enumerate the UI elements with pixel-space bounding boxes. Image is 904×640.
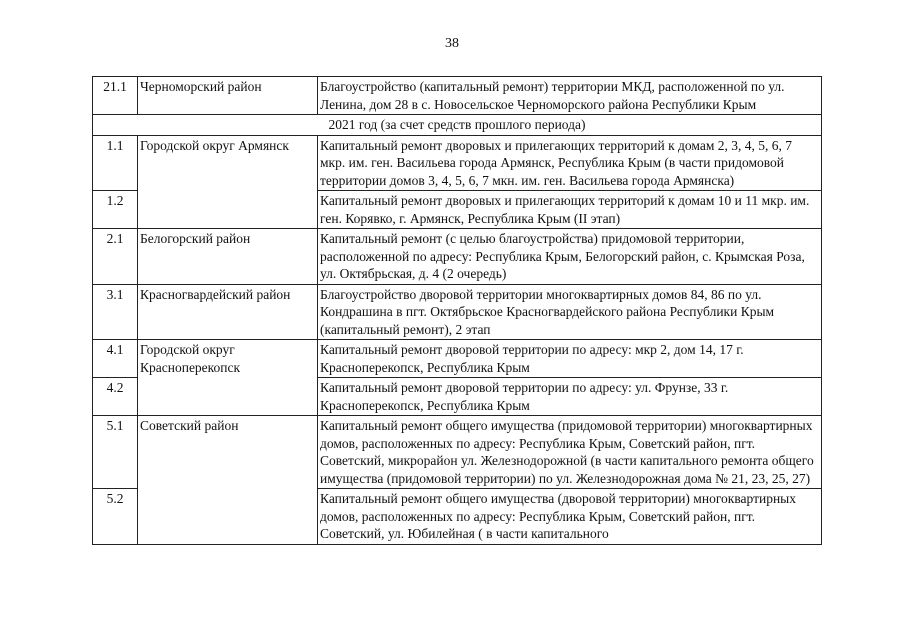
table-row: [93, 77, 822, 115]
description-cell: Благоустройство (капитальный ремонт) территории МКД, расположенной по ул. Ленина, дом 28 в с. Новосельское Черноморского района Республики Крым: [318, 77, 822, 115]
row-number: 3.1: [93, 284, 138, 340]
row-number: 5.1: [93, 416, 138, 489]
table-row: [93, 340, 822, 378]
district-cell: Белогорский район: [138, 229, 318, 285]
year-header-row: [93, 115, 822, 136]
district-cell: Городской округ Красноперекопск: [138, 340, 318, 416]
row-number: 4.1: [93, 340, 138, 378]
description-cell: Капитальный ремонт (с целью благоустройства) придомовой территории, расположенной по адресу: Республика Крым, Белогорский район, с. Крымская Роза, ул. Октябрьская, д. 4 (2 очередь): [318, 229, 822, 285]
table-row: [93, 229, 822, 285]
row-number: 2.1: [93, 229, 138, 285]
row-number: 21.1: [93, 77, 138, 115]
description-cell: Благоустройство дворовой территории многоквартирных домов 84, 86 по ул. Кондрашина в пгт. Октябрьское Красногвардейского района Республики Крым (капитальный ремонт), 2 этап: [318, 284, 822, 340]
row-number: 1.1: [93, 135, 138, 191]
page-number: 38: [445, 36, 459, 51]
district-cell: Красногвардейский район: [138, 284, 318, 340]
projects-table: [92, 76, 822, 545]
table-row: [93, 135, 822, 191]
row-number: 1.2: [93, 191, 138, 229]
description-cell: Капитальный ремонт дворовых и прилегающих территорий к домам 2, 3, 4, 5, 6, 7 мкр. им. ген. Васильева города Армянск, Республика Крым (в части придомовой территории домов 3, 4, 5, 6, 7 мкн. им. ген. Васильева города Армянска): [318, 135, 822, 191]
row-number: 5.2: [93, 489, 138, 545]
description-cell: Капитальный ремонт дворовых и прилегающих территорий к домам 10 и 11 мкр. им. ген. Корявко, г. Армянск, Республика Крым (II этап): [318, 191, 822, 229]
description-cell: Капитальный ремонт общего имущества (придомовой территории) многоквартирных домов, расположенных по адресу: Республика Крым, Советский район, пгт. Советский, микрорайон ул. Железнодорожной (в части капитального ремонта общего имущества (придомовой территории) по ул. Железнодорожная дома № 21, 23, 25, 27): [318, 416, 822, 489]
row-number: 4.2: [93, 378, 138, 416]
district-cell: Черноморский район: [138, 77, 318, 115]
description-cell: Капитальный ремонт общего имущества (дворовой территории) многоквартирных домов, расположенных по адресу: Республика Крым, Советский район, пгт. Советский, ул. Юбилейная ( в части капитального: [318, 489, 822, 545]
district-cell: Городской округ Армянск: [138, 135, 318, 229]
description-cell: Капитальный ремонт дворовой территории по адресу: мкр 2, дом 14, 17 г. Красноперекопск, Республика Крым: [318, 340, 822, 378]
year-header: 2021 год (за счет средств прошлого периода): [93, 115, 822, 136]
district-cell: Советский район: [138, 416, 318, 545]
description-cell: Капитальный ремонт дворовой территории по адресу: ул. Фрунзе, 33 г. Красноперекопск, Республика Крым: [318, 378, 822, 416]
table-row: [93, 416, 822, 489]
table-row: [93, 284, 822, 340]
